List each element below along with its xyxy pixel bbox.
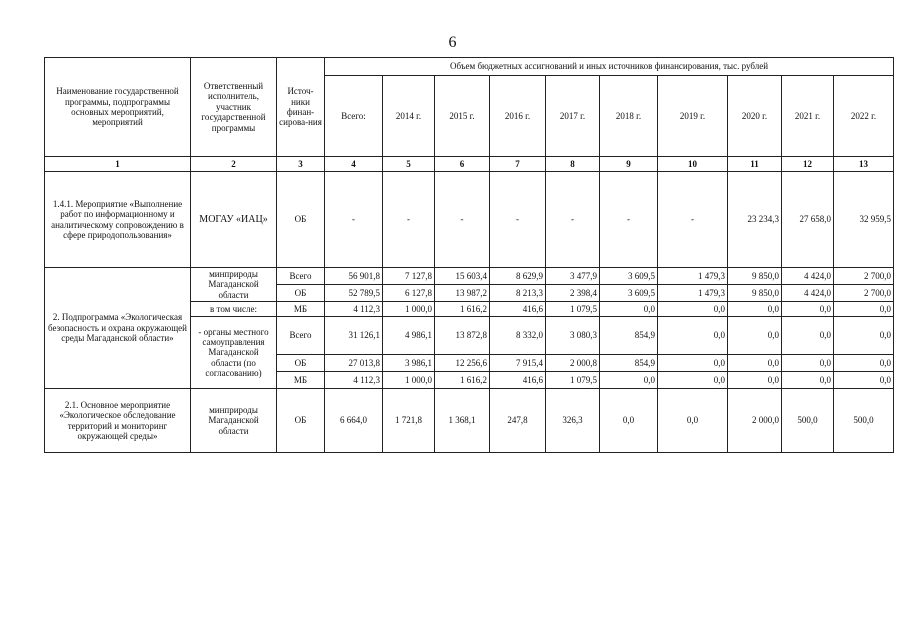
value-cell: 1 479,3 [658,285,728,302]
value-cell: 0,0 [658,317,728,355]
value-cell: 7 915,4 [490,355,546,372]
header-source: Источ-ники финан-сирова-ния [277,58,325,157]
value-cell: 4 112,3 [325,302,383,317]
table-row [45,172,894,268]
header-year: 2018 г. [600,76,658,157]
value-cell: 1 079,5 [546,372,600,389]
value-cell: 8 332,0 [490,317,546,355]
source-cell: МБ [277,302,325,317]
value-cell: 2 700,0 [834,285,894,302]
value-cell: 0,0 [728,302,782,317]
value-cell: 3 609,5 [600,285,658,302]
value-cell: 6 127,8 [383,285,435,302]
page-number: 6 [448,34,457,51]
value-cell: 9 850,0 [728,285,782,302]
value-cell: 1 721,8 [383,389,435,453]
source-cell: ОБ [277,285,325,302]
event-21-source: ОБ [277,389,325,453]
value-cell: 12 256,6 [435,355,490,372]
value-cell: 2 000,8 [546,355,600,372]
subprogram-2-name: 2. Подпрограмма «Экологическая безопасность и охрана окружающей среды Магаданской области» [45,268,191,389]
value-cell: 1 616,2 [435,372,490,389]
event-141-source: ОБ [277,172,325,268]
value-cell: 0,0 [600,372,658,389]
column-number: 11 [728,157,782,172]
header-name: Наименование государственной программы, подпрограммы основных мероприятий, мероприятий [45,58,191,157]
value-cell: - [325,172,383,268]
value-cell: 2 700,0 [834,268,894,285]
value-cell: 1 079,5 [546,302,600,317]
value-cell: 500,0 [834,389,894,453]
subprogram-2-executor-note: в том числе: [191,302,277,317]
value-cell: 0,0 [834,372,894,389]
source-cell: Всего [277,268,325,285]
column-number: 10 [658,157,728,172]
value-cell: 326,3 [546,389,600,453]
header-year: 2019 г. [658,76,728,157]
column-number: 3 [277,157,325,172]
value-cell: 0,0 [658,355,728,372]
value-cell: 416,6 [490,302,546,317]
header-funding-title: Объем бюджетных ассигнований и иных источников финансирования, тыс. рублей [325,58,894,76]
event-141-executor: МОГАУ «ИАЦ» [191,172,277,268]
column-number: 9 [600,157,658,172]
value-cell: 31 126,1 [325,317,383,355]
value-cell: 52 789,5 [325,285,383,302]
column-number: 1 [45,157,191,172]
value-cell: 3 986,1 [383,355,435,372]
column-number-row [45,157,894,172]
value-cell: 0,0 [782,317,834,355]
value-cell: 500,0 [782,389,834,453]
value-cell: 0,0 [728,317,782,355]
value-cell: 4 424,0 [782,285,834,302]
value-cell: 1 000,0 [383,372,435,389]
value-cell: 0,0 [834,317,894,355]
header-year: 2017 г. [546,76,600,157]
value-cell: 1 000,0 [383,302,435,317]
column-number: 8 [546,157,600,172]
header-year-total: Всего: [325,76,383,157]
column-number: 5 [383,157,435,172]
value-cell: 4 986,1 [383,317,435,355]
value-cell: 0,0 [658,389,728,453]
value-cell: 854,9 [600,355,658,372]
value-cell: - [383,172,435,268]
value-cell: 0,0 [834,302,894,317]
value-cell: 0,0 [728,372,782,389]
value-cell: 13 872,8 [435,317,490,355]
value-cell: - [658,172,728,268]
value-cell: 1 479,3 [658,268,728,285]
subprogram-2-executor: минприроды Магаданской области [191,268,277,302]
value-cell: 247,8 [490,389,546,453]
value-cell: 416,6 [490,372,546,389]
value-cell: - [600,172,658,268]
event-141-name: 1.4.1. Мероприятие «Выполнение работ по информационному и аналитическому сопровождению в сфере природопользования» [45,172,191,268]
value-cell: 7 127,8 [383,268,435,285]
value-cell: 8 629,9 [490,268,546,285]
header-year: 2015 г. [435,76,490,157]
source-cell: Всего [277,317,325,355]
value-cell: 2 398,4 [546,285,600,302]
header-year: 2022 г. [834,76,894,157]
value-cell: 854,9 [600,317,658,355]
source-cell: ОБ [277,355,325,372]
table-row [45,268,894,285]
header-executor: Ответственный исполнитель, участник государственной программы [191,58,277,157]
value-cell: 8 213,3 [490,285,546,302]
budget-table [44,57,894,453]
column-number: 13 [834,157,894,172]
value-cell: 3 609,5 [600,268,658,285]
value-cell: 15 603,4 [435,268,490,285]
source-cell: МБ [277,372,325,389]
value-cell: 0,0 [600,389,658,453]
value-cell: 0,0 [728,355,782,372]
value-cell: 27 658,0 [782,172,834,268]
value-cell: 4 424,0 [782,268,834,285]
value-cell: 0,0 [782,372,834,389]
header-year: 2014 г. [383,76,435,157]
value-cell: 13 987,2 [435,285,490,302]
column-number: 4 [325,157,383,172]
value-cell: 4 112,3 [325,372,383,389]
value-cell: 2 000,0 [728,389,782,453]
value-cell: 56 901,8 [325,268,383,285]
value-cell: 0,0 [658,302,728,317]
value-cell: 1 616,2 [435,302,490,317]
header-year: 2020 г. [728,76,782,157]
value-cell: 9 850,0 [728,268,782,285]
table-row [45,389,894,453]
value-cell: 3 080,3 [546,317,600,355]
header-year: 2021 г. [782,76,834,157]
value-cell: 0,0 [658,372,728,389]
column-number: 6 [435,157,490,172]
event-21-executor: минприроды Магаданской области [191,389,277,453]
header-year: 2016 г. [490,76,546,157]
event-21-name: 2.1. Основное мероприятие «Экологическое обследование территорий и мониторинг окружающей среды» [45,389,191,453]
column-number: 2 [191,157,277,172]
subprogram-2-executor-municipal: - органы местного самоуправления Магаданской области (по согласованию) [191,317,277,389]
column-number: 12 [782,157,834,172]
value-cell: 6 664,0 [325,389,383,453]
value-cell: - [435,172,490,268]
value-cell: 23 234,3 [728,172,782,268]
value-cell: 0,0 [834,355,894,372]
value-cell: 0,0 [782,302,834,317]
value-cell: 0,0 [600,302,658,317]
value-cell: - [546,172,600,268]
value-cell: - [490,172,546,268]
value-cell: 32 959,5 [834,172,894,268]
value-cell: 1 368,1 [435,389,490,453]
value-cell: 0,0 [782,355,834,372]
column-number: 7 [490,157,546,172]
value-cell: 3 477,9 [546,268,600,285]
value-cell: 27 013,8 [325,355,383,372]
